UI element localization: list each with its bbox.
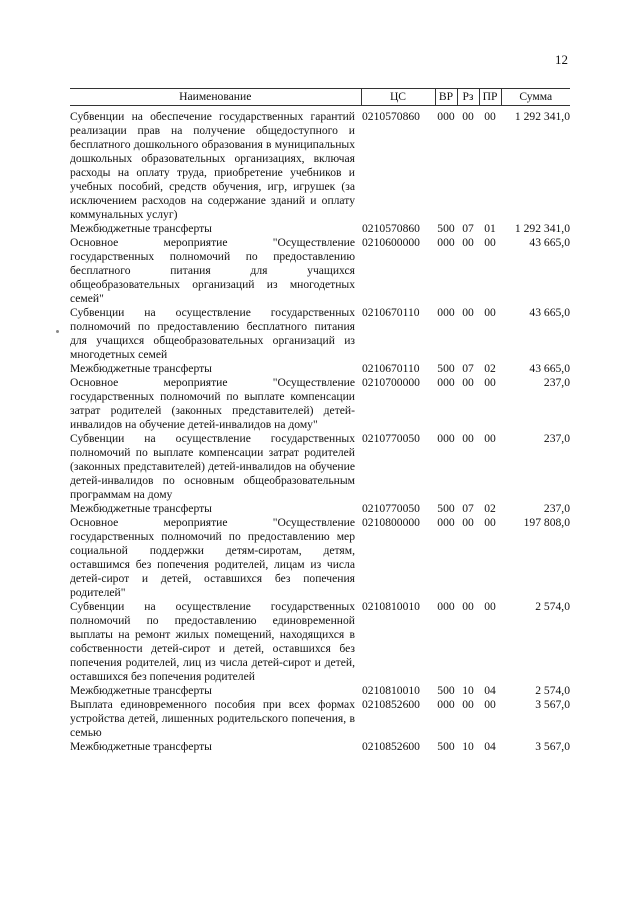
cell-name: Выплата единовременного пособия при всех формах устройства детей, лишенных родительского попечения, в семью — [70, 698, 355, 739]
header-pr: ПР — [479, 89, 501, 106]
cell-vr: 000 — [437, 600, 455, 613]
cell-cs: 0210700000 — [362, 376, 420, 389]
cell-vr: 000 — [437, 376, 455, 389]
cell-vr: 500 — [437, 362, 455, 375]
cell-vr: 500 — [437, 502, 455, 515]
cell-vr: 000 — [437, 432, 455, 445]
table-row — [70, 236, 570, 306]
table-row — [70, 362, 570, 376]
cell-pr: 00 — [484, 516, 496, 529]
cell-name: Основное мероприятие "Осуществление государственных полномочий по выплате компенсации затрат родителей (законных представителей) детей-инвалидов на обучение детей-инвалидов на дому" — [70, 376, 355, 431]
cell-rz: 00 — [462, 516, 474, 529]
cell-cs: 0210810010 — [362, 684, 420, 697]
cell-rz: 00 — [462, 110, 474, 123]
cell-pr: 00 — [484, 698, 496, 711]
cell-sum: 237,0 — [543, 502, 570, 515]
cell-cs: 0210810010 — [362, 600, 420, 613]
cell-cs: 0210670110 — [362, 362, 420, 375]
table-row — [70, 222, 570, 236]
cell-name: Межбюджетные трансферты — [70, 362, 212, 375]
header-sum: Сумма — [501, 89, 570, 106]
cell-name: Межбюджетные трансферты — [70, 502, 212, 515]
table-row — [70, 740, 570, 754]
cell-pr: 04 — [484, 740, 496, 753]
cell-sum: 43 665,0 — [529, 362, 570, 375]
cell-sum: 3 567,0 — [535, 740, 570, 753]
cell-cs: 0210570860 — [362, 110, 420, 123]
cell-sum: 1 292 341,0 — [514, 222, 570, 235]
table-row — [70, 698, 570, 740]
margin-mark — [56, 330, 59, 333]
table-row — [70, 306, 570, 362]
cell-vr: 000 — [437, 698, 455, 711]
cell-sum: 43 665,0 — [529, 306, 570, 319]
budget-table — [70, 88, 570, 754]
cell-name: Межбюджетные трансферты — [70, 222, 212, 235]
cell-vr: 500 — [437, 222, 455, 235]
cell-vr: 500 — [437, 684, 455, 697]
cell-rz: 10 — [462, 740, 474, 753]
cell-vr: 000 — [437, 236, 455, 249]
cell-pr: 00 — [484, 236, 496, 249]
header-cs: ЦС — [361, 89, 435, 106]
cell-name: Основное мероприятие "Осуществление государственных полномочий по предоставлению мер социальной поддержки детям-сиротам, детям, оставшимся без попечения родителей, лицам из числа детей-сирот и детей, оставшихся без попечения родителей" — [70, 516, 355, 599]
cell-rz: 00 — [462, 306, 474, 319]
table-row — [70, 516, 570, 600]
cell-pr: 01 — [484, 222, 496, 235]
cell-pr: 00 — [484, 432, 496, 445]
header-name: Наименование — [70, 89, 361, 106]
cell-vr: 000 — [437, 516, 455, 529]
cell-rz: 00 — [462, 698, 474, 711]
cell-sum: 1 292 341,0 — [514, 110, 570, 123]
cell-pr: 00 — [484, 376, 496, 389]
cell-rz: 00 — [462, 600, 474, 613]
cell-rz: 00 — [462, 432, 474, 445]
cell-pr: 02 — [484, 502, 496, 515]
page-number: 12 — [555, 52, 568, 67]
cell-rz: 07 — [462, 362, 474, 375]
cell-pr: 04 — [484, 684, 496, 697]
cell-sum: 2 574,0 — [535, 600, 570, 613]
cell-cs: 0210852600 — [362, 698, 420, 711]
table-row — [70, 432, 570, 502]
cell-name: Субвенции на обеспечение государственных гарантий реализации прав на получение общедоступного и бесплатного дошкольного образования в муниципальных дошкольных образовательных организациях, включая расходы на оплату труда, приобретение учебников и учебных пособий, средств обучения, игр, игрушек (за исключением расходов на содержание зданий и оплату коммунальных услуг) — [70, 110, 355, 221]
cell-name: Субвенции на осуществление государственных полномочий по предоставлению бесплатного питания для учащихся общеобразовательных организаций из многодетных семей — [70, 306, 355, 361]
cell-name: Межбюджетные трансферты — [70, 684, 212, 697]
cell-cs: 0210852600 — [362, 740, 420, 753]
cell-sum: 43 665,0 — [529, 236, 570, 249]
cell-name: Основное мероприятие "Осуществление государственных полномочий по предоставлению бесплатного питания для учащихся общеобразовательных организаций из многодетных семей" — [70, 236, 355, 305]
table-row — [70, 106, 570, 223]
table-row — [70, 684, 570, 698]
cell-sum: 197 808,0 — [523, 516, 570, 529]
cell-name: Субвенции на осуществление государственных полномочий по выплате компенсации затрат родителей (законных представителей) детей-инвалидов на обучение детей-инвалидов по основным общеобразовательным программам на дому — [70, 432, 355, 501]
cell-vr: 000 — [437, 110, 455, 123]
cell-name: Межбюджетные трансферты — [70, 740, 212, 753]
cell-cs: 0210800000 — [362, 516, 420, 529]
cell-sum: 237,0 — [543, 432, 570, 445]
cell-cs: 0210770050 — [362, 502, 420, 515]
cell-cs: 0210600000 — [362, 236, 420, 249]
cell-pr: 00 — [484, 306, 496, 319]
cell-cs: 0210770050 — [362, 432, 420, 445]
cell-pr: 00 — [484, 600, 496, 613]
cell-rz: 10 — [462, 684, 474, 697]
cell-name: Субвенции на осуществление государственных полномочий по предоставлению единовременной выплаты на ремонт жилых помещений, находящихся в собственности детей-сирот и детей, оставшихся без попечения родителей, лиц из числа детей-сирот и детей, оставшихся без попечения родителей — [70, 600, 355, 683]
table-header-row — [70, 89, 570, 106]
table-row — [70, 376, 570, 432]
cell-cs: 0210670110 — [362, 306, 420, 319]
header-rz: Рз — [457, 89, 479, 106]
cell-vr: 000 — [437, 306, 455, 319]
table-row — [70, 502, 570, 516]
cell-rz: 07 — [462, 222, 474, 235]
cell-pr: 00 — [484, 110, 496, 123]
cell-sum: 2 574,0 — [535, 684, 570, 697]
cell-rz: 07 — [462, 502, 474, 515]
cell-vr: 500 — [437, 740, 455, 753]
cell-pr: 02 — [484, 362, 496, 375]
cell-sum: 237,0 — [543, 376, 570, 389]
cell-cs: 0210570860 — [362, 222, 420, 235]
cell-rz: 00 — [462, 376, 474, 389]
cell-sum: 3 567,0 — [535, 698, 570, 711]
header-vr: ВР — [435, 89, 457, 106]
table-row — [70, 600, 570, 684]
cell-rz: 00 — [462, 236, 474, 249]
